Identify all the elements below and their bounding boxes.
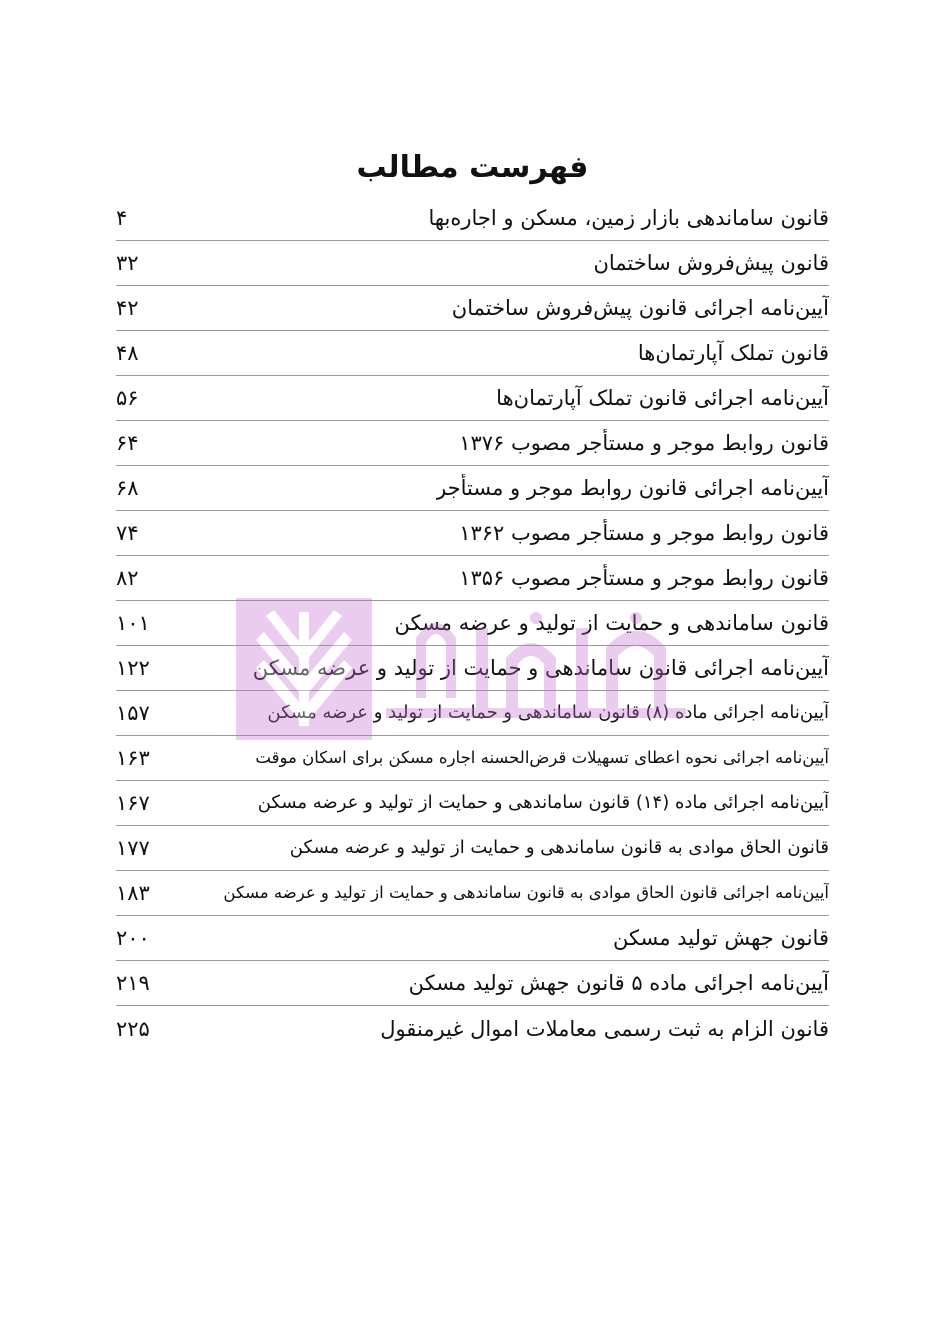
toc-page-number: ۸۲	[116, 566, 139, 590]
toc-entry-title: آیین‌نامه اجرائی نحوه اعطای تسهیلات قرض‌الحسنه اجاره مسکن برای اسکان موقت	[255, 748, 829, 767]
toc-entry-title: آیین‌نامه اجرائی قانون پیش‌فروش ساختمان	[451, 296, 829, 320]
toc-row[interactable]	[116, 691, 829, 736]
toc-entry-title: قانون روابط موجر و مستأجر مصوب ۱۳۶۲	[459, 521, 829, 545]
toc-entry-title: آیین‌نامه اجرائی قانون تملک آپارتمان‌ها	[496, 386, 829, 410]
toc-row[interactable]	[116, 781, 829, 826]
toc-entry-title: قانون الحاق موادی به قانون ساماندهی و حمایت از تولید و عرضه مسکن	[289, 837, 829, 858]
toc-row[interactable]	[116, 646, 829, 691]
toc-page-number: ۵۶	[116, 386, 139, 410]
toc-page-number: ۶۸	[116, 476, 139, 500]
toc-entry-title: آیین‌نامه اجرائی قانون ساماندهی و حمایت از تولید و عرضه مسکن	[252, 656, 829, 680]
toc-row[interactable]	[116, 421, 829, 466]
toc-row[interactable]	[116, 871, 829, 916]
toc-row[interactable]	[116, 376, 829, 421]
table-of-contents	[116, 196, 829, 1051]
toc-page-number: ۲۰۰	[116, 926, 150, 950]
toc-entry-title: قانون روابط موجر و مستأجر مصوب ۱۳۵۶	[459, 566, 829, 590]
toc-page-number: ۷۴	[116, 521, 139, 545]
toc-entry-title: قانون ساماندهی بازار زمین، مسکن و اجاره‌بها	[428, 206, 829, 230]
toc-row[interactable]	[116, 466, 829, 511]
toc-entry-title: قانون روابط موجر و مستأجر مصوب ۱۳۷۶	[459, 431, 829, 455]
toc-entry-title: آیین‌نامه اجرائی ماده (۸) قانون ساماندهی و حمایت از تولید و عرضه مسکن	[267, 702, 829, 723]
toc-row[interactable]	[116, 1006, 829, 1051]
toc-page-number: ۲۱۹	[116, 971, 150, 995]
toc-page-number: ۱۶۳	[116, 746, 150, 770]
toc-page-number: ۶۴	[116, 431, 139, 455]
toc-page-number: ۱۵۷	[116, 701, 150, 725]
toc-page-number: ۴	[116, 206, 128, 230]
toc-row[interactable]	[116, 511, 829, 556]
toc-page-number: ۲۲۵	[116, 1016, 150, 1041]
toc-page-number: ۱۸۳	[116, 881, 150, 905]
toc-row[interactable]	[116, 916, 829, 961]
toc-entry-title: آیین‌نامه اجرائی ماده (۱۴) قانون ساماندهی و حمایت از تولید و عرضه مسکن	[257, 792, 829, 813]
toc-entry-title: آیین‌نامه اجرائی ماده ۵ قانون جهش تولید مسکن	[408, 971, 829, 995]
toc-row[interactable]	[116, 736, 829, 781]
toc-row[interactable]	[116, 331, 829, 376]
toc-page-number: ۱۷۷	[116, 836, 150, 860]
toc-entry-title: قانون الزام به ثبت رسمی معاملات اموال غیرمنقول	[380, 1016, 829, 1041]
toc-page-number: ۱۰۱	[116, 611, 150, 635]
toc-entry-title: آیین‌نامه اجرائی قانون الحاق موادی به قانون ساماندهی و حمایت از تولید و عرضه مسکن	[223, 883, 829, 902]
toc-entry-title: قانون جهش تولید مسکن	[612, 926, 829, 950]
toc-page-number: ۱۲۲	[116, 656, 150, 680]
toc-page-number: ۴۲	[116, 296, 139, 320]
toc-page-number: ۱۶۷	[116, 791, 150, 815]
toc-entry-title: قانون ساماندهی و حمایت از تولید و عرضه مسکن	[394, 611, 829, 635]
toc-row[interactable]	[116, 286, 829, 331]
toc-entry-title: آیین‌نامه اجرائی قانون روابط موجر و مستأجر	[436, 476, 829, 500]
toc-row[interactable]	[116, 826, 829, 871]
toc-row[interactable]	[116, 961, 829, 1006]
toc-page-number: ۳۲	[116, 251, 139, 275]
page-title: فهرست مطالب	[356, 150, 589, 185]
toc-row[interactable]	[116, 601, 829, 646]
toc-row[interactable]	[116, 556, 829, 601]
toc-page-number: ۴۸	[116, 341, 139, 365]
toc-row[interactable]	[116, 196, 829, 241]
toc-entry-title: قانون پیش‌فروش ساختمان	[593, 251, 829, 275]
toc-row[interactable]	[116, 241, 829, 286]
toc-entry-title: قانون تملک آپارتمان‌ها	[637, 341, 829, 365]
